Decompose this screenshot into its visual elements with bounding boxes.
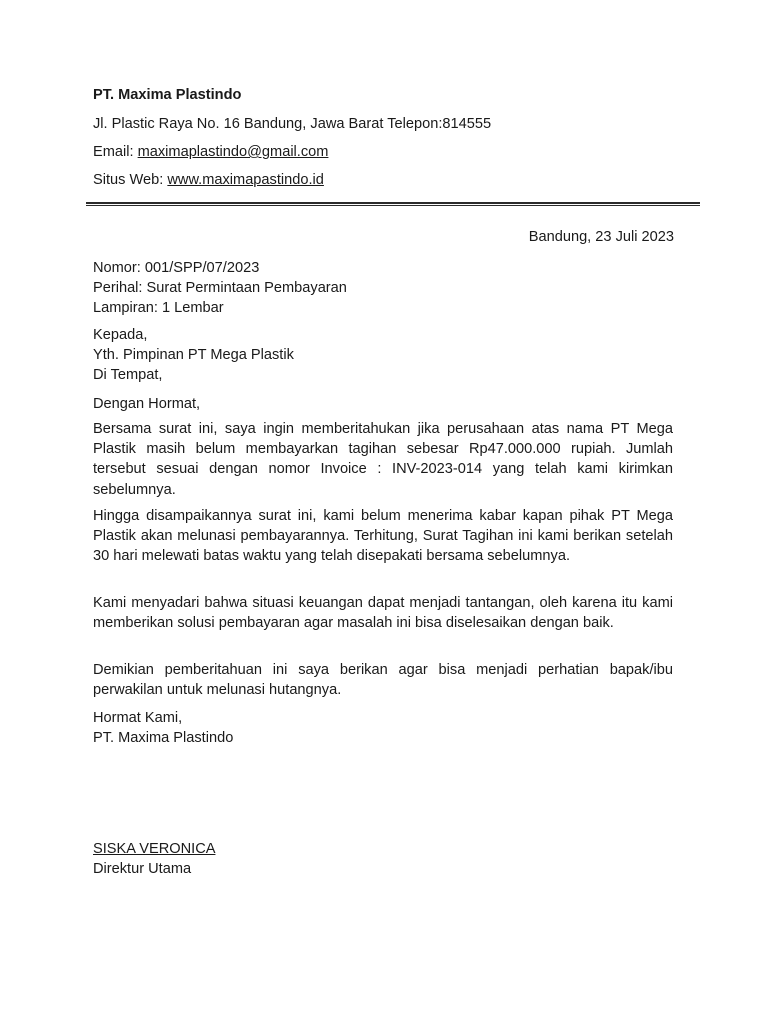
letterhead-divider <box>86 202 700 204</box>
body-paragraph: Kami menyadari bahwa situasi keuangan dapat menjadi tantangan, oleh karena itu kami memberikan solusi pembayaran agar masalah ini bisa diselesaikan dengan baik. <box>93 595 673 632</box>
signer-title: Direktur Utama <box>93 861 192 877</box>
recipient-location: Di Tempat, <box>93 367 163 383</box>
website-link[interactable]: www.maximapastindo.id <box>167 172 324 188</box>
closing-company: PT. Maxima Plastindo <box>93 730 234 746</box>
website-label: Situs Web: <box>93 172 168 188</box>
body-paragraph: Bersama surat ini, saya ingin memberitahukan jika perusahaan atas nama PT Mega Plastik masih belum membayarkan tagihan sebesar Rp47.000.000 rupiah. Jumlah tersebut sesuai dengan nomor Invoice : INV-2023-014 yang telah kami kirimkan sebelumnya. <box>93 421 673 498</box>
company-name: PT. Maxima Plastindo <box>93 87 242 103</box>
company-email <box>93 144 328 160</box>
closing-block <box>93 708 673 748</box>
letter-subject: Perihal: Surat Permintaan Pembayaran <box>93 280 347 296</box>
letter-meta <box>93 258 673 318</box>
signer-name: SISKA VERONICA <box>93 841 216 857</box>
body-paragraph: Hingga disampaikannya surat ini, kami belum menerima kabar kapan pihak PT Mega Plastik akan melunasi pembayarannya. Terhitung, Surat Tagihan ini kami berikan setelah 30 hari melewati batas waktu yang telah disepakati bersama sebelumnya. <box>93 508 673 565</box>
recipient-block <box>93 325 673 385</box>
place-date: Bandung, 23 Juli 2023 <box>528 229 674 245</box>
body-paragraph: Demikian pemberitahuan ini saya berikan agar bisa menjadi perhatian bapak/ibu perwakilan untuk melunasi hutangnya. <box>93 662 673 699</box>
greeting-text: Dengan Hormat, <box>93 396 201 412</box>
closing-salutation: Hormat Kami, <box>93 710 183 726</box>
letterhead-divider-thin <box>86 205 700 206</box>
company-website <box>93 172 324 188</box>
letter-attachment: Lampiran: 1 Lembar <box>93 300 224 316</box>
recipient-name: Yth. Pimpinan PT Mega Plastik <box>93 347 294 363</box>
letter-number: Nomor: 001/SPP/07/2023 <box>93 260 260 276</box>
company-address: Jl. Plastic Raya No. 16 Bandung, Jawa Barat Telepon:814555 <box>93 116 492 132</box>
greeting <box>93 394 673 414</box>
recipient-to: Kepada, <box>93 327 148 343</box>
email-link[interactable]: maximaplastindo@gmail.com <box>137 144 329 160</box>
email-label: Email: <box>93 144 138 160</box>
